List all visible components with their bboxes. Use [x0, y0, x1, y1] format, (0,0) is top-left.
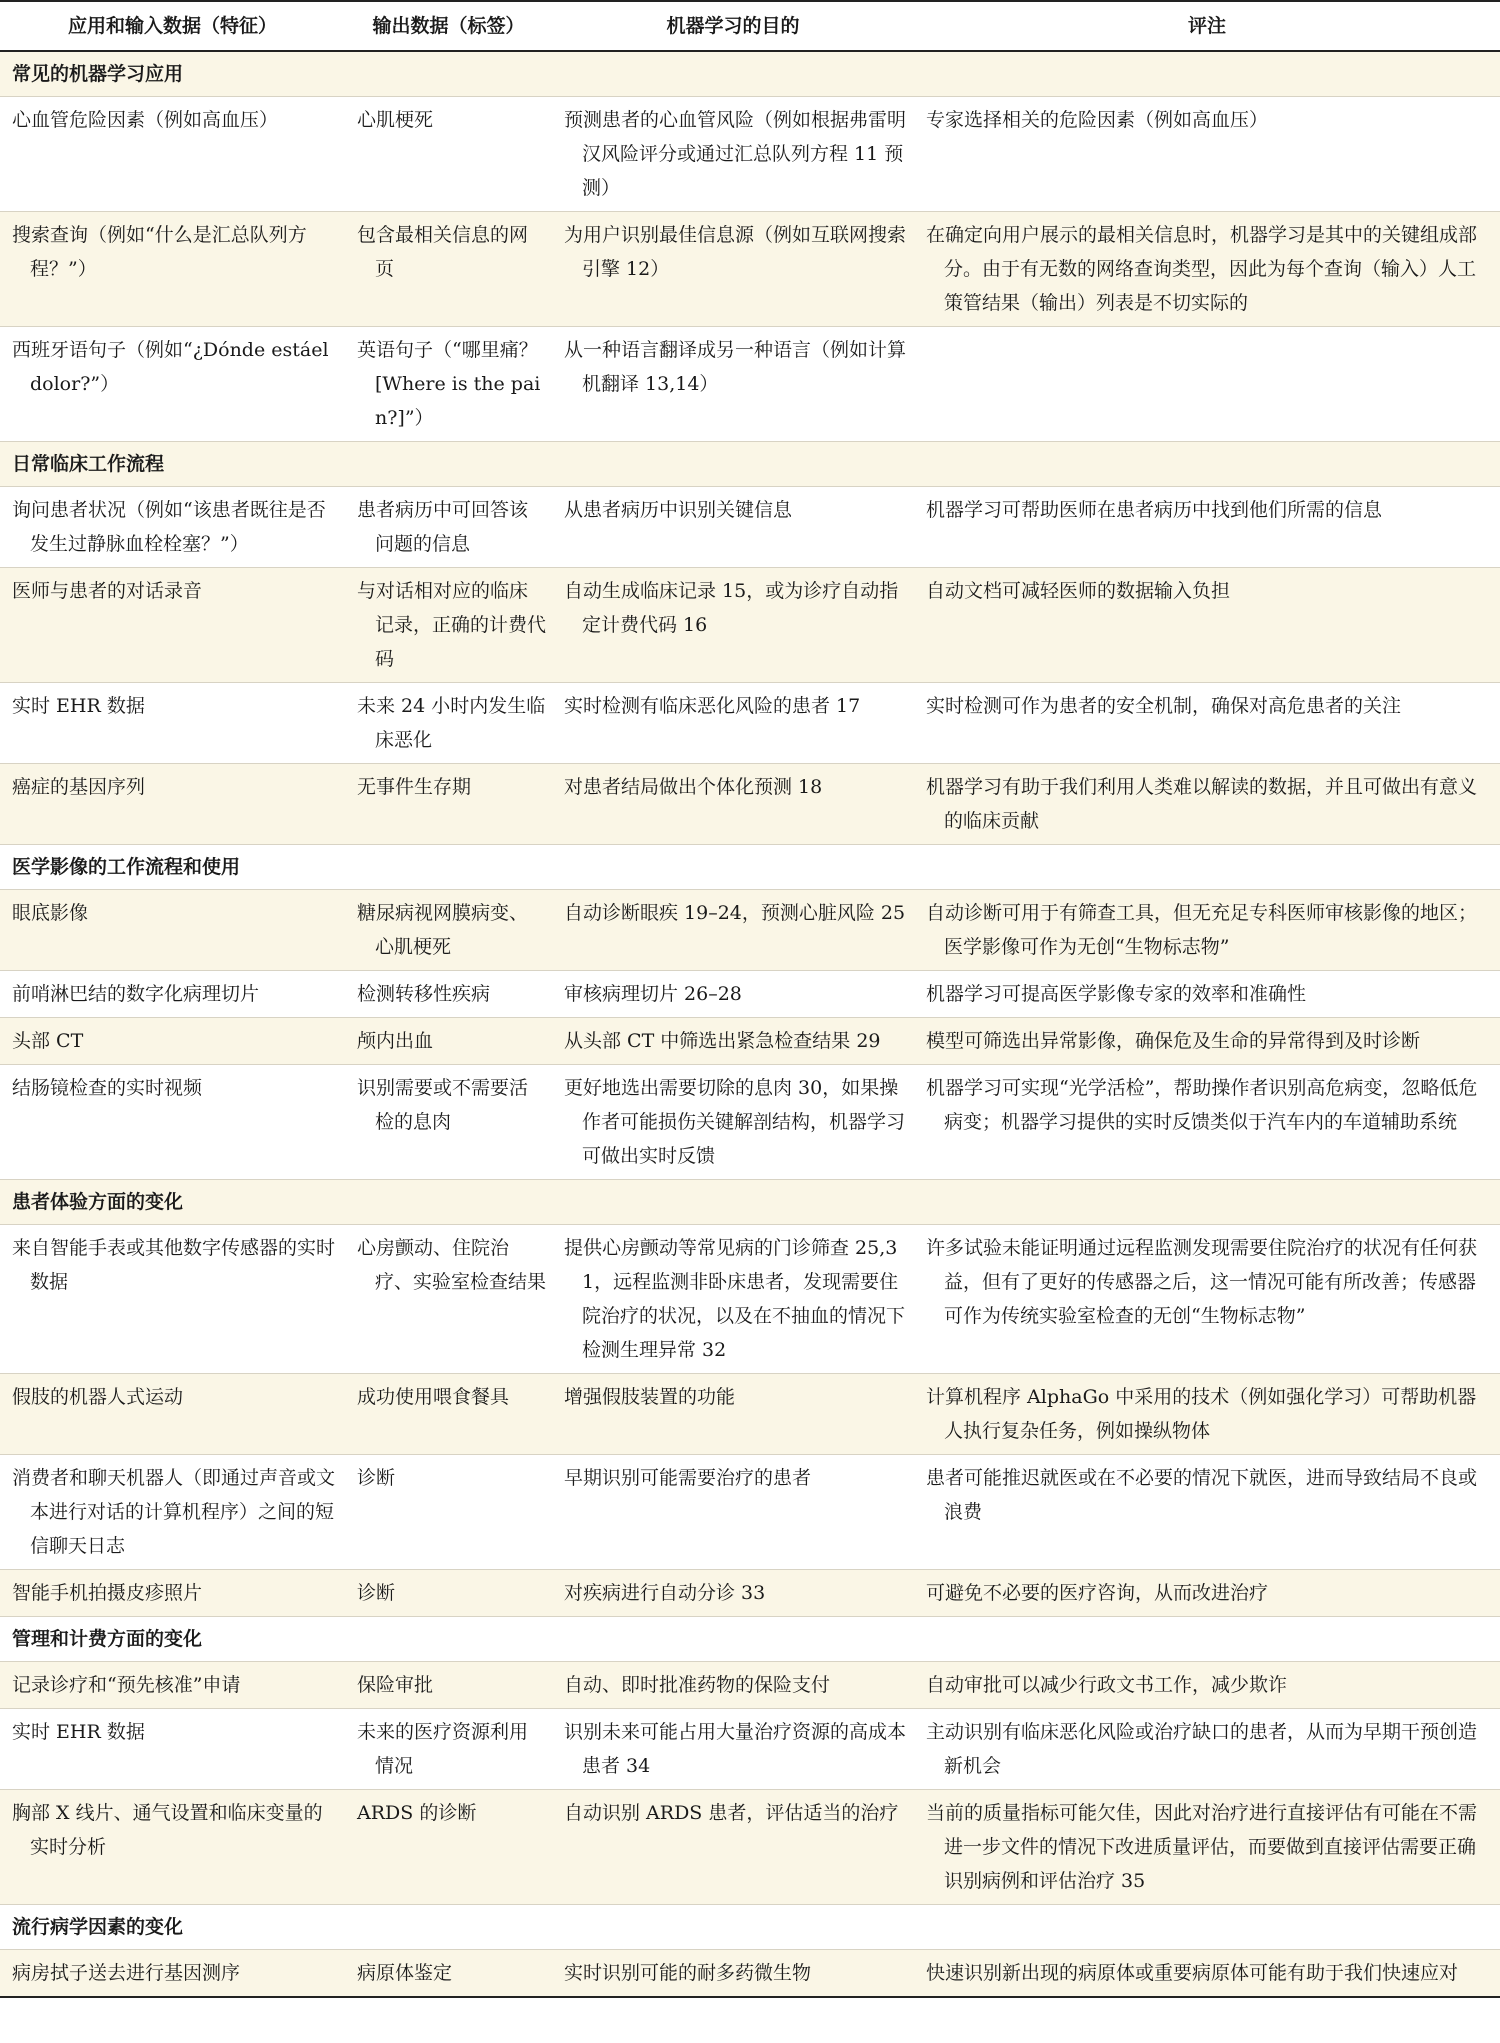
cell-input-text: 心血管危险因素（例如高血压） — [12, 109, 279, 131]
cell-comment — [914, 327, 1500, 442]
table-row — [0, 1018, 1500, 1065]
cell-purpose-text: 预测患者的心血管风险（例如根据弗雷明汉风险评分或通过汇总队列方程 11 预测） — [564, 109, 907, 199]
table-row — [0, 971, 1500, 1018]
cell-output — [345, 327, 552, 442]
cell-output — [345, 764, 552, 845]
cell-input — [0, 971, 345, 1018]
cell-purpose — [552, 1018, 914, 1065]
table-body — [0, 51, 1500, 1997]
cell-purpose — [552, 1790, 914, 1905]
cell-purpose — [552, 97, 914, 212]
cell-purpose-text: 自动识别 ARDS 患者，评估适当的治疗 — [564, 1802, 899, 1824]
cell-comment-text: 许多试验未能证明通过远程监测发现需要住院治疗的状况有任何获益，但有了更好的传感器之后，这一情况可能有所改善；传感器可作为传统实验室检查的无创“生物标志物” — [926, 1237, 1478, 1327]
table-row — [0, 1374, 1500, 1455]
cell-output — [345, 1018, 552, 1065]
cell-purpose-text: 从一种语言翻译成另一种语言（例如计算机翻译 13,14） — [564, 339, 907, 395]
cell-purpose-text: 早期识别可能需要治疗的患者 — [564, 1467, 812, 1489]
cell-purpose-text: 增强假肢装置的功能 — [564, 1386, 736, 1408]
cell-purpose — [552, 1570, 914, 1617]
header-comments: 评注 — [914, 1, 1500, 51]
cell-purpose-text: 从头部 CT 中筛选出紧急检查结果 29 — [564, 1030, 881, 1052]
cell-input-text: 胸部 X 线片、通气设置和临床变量的实时分析 — [12, 1802, 323, 1858]
table-header — [0, 1, 1500, 51]
cell-comment-text: 可避免不必要的医疗咨询，从而改进治疗 — [926, 1582, 1269, 1604]
cell-comment — [914, 1790, 1500, 1905]
cell-comment — [914, 1018, 1500, 1065]
cell-input — [0, 568, 345, 683]
cell-input — [0, 764, 345, 845]
cell-output — [345, 683, 552, 764]
cell-output-text: 颅内出血 — [357, 1030, 434, 1052]
cell-output-text: 患者病历中可回答该问题的信息 — [357, 499, 529, 555]
table-row — [0, 1570, 1500, 1617]
cell-output-text: 心肌梗死 — [357, 109, 434, 131]
cell-output-text: 包含最相关信息的网页 — [357, 224, 529, 280]
cell-comment — [914, 1455, 1500, 1570]
cell-input — [0, 1570, 345, 1617]
table-row — [0, 1065, 1500, 1180]
cell-input — [0, 683, 345, 764]
cell-output-text: 心房颤动、住院治疗、实验室检查结果 — [357, 1237, 547, 1293]
cell-purpose — [552, 764, 914, 845]
cell-comment-text: 在确定向用户展示的最相关信息时，机器学习是其中的关键组成部分。由于有无数的网络查询类型，因此为每个查询（输入）人工策管结果（输出）列表是不切实际的 — [926, 224, 1478, 314]
cell-purpose — [552, 683, 914, 764]
section-row — [0, 845, 1500, 890]
cell-output — [345, 1225, 552, 1374]
cell-comment-text: 自动文档可减轻医师的数据输入负担 — [926, 580, 1231, 602]
cell-input — [0, 212, 345, 327]
cell-comment — [914, 212, 1500, 327]
section-row — [0, 442, 1500, 487]
cell-input-text: 前哨淋巴结的数字化病理切片 — [12, 983, 260, 1005]
table-row — [0, 1662, 1500, 1709]
cell-output — [345, 1455, 552, 1570]
section-row — [0, 1905, 1500, 1950]
cell-input-text: 搜索查询（例如“什么是汇总队列方程？”） — [12, 224, 307, 280]
cell-purpose — [552, 890, 914, 971]
cell-output-text: ARDS 的诊断 — [357, 1802, 477, 1824]
cell-comment — [914, 683, 1500, 764]
cell-purpose-text: 实时检测有临床恶化风险的患者 17 — [564, 695, 861, 717]
cell-comment-text: 实时检测可作为患者的安全机制，确保对高危患者的关注 — [926, 695, 1402, 717]
cell-output — [345, 487, 552, 568]
cell-comment — [914, 568, 1500, 683]
cell-comment — [914, 1950, 1500, 1998]
cell-output — [345, 1662, 552, 1709]
cell-purpose — [552, 1225, 914, 1374]
header-input-features: 应用和输入数据（特征） — [0, 1, 345, 51]
section-title: 流行病学因素的变化 — [0, 1905, 1500, 1950]
header-row — [0, 1, 1500, 51]
cell-input — [0, 1455, 345, 1570]
table-row — [0, 97, 1500, 212]
cell-output-text: 诊断 — [357, 1582, 396, 1604]
section-title: 患者体验方面的变化 — [0, 1180, 1500, 1225]
cell-input — [0, 1790, 345, 1905]
cell-output-text: 成功使用喂食餐具 — [357, 1386, 510, 1408]
cell-input — [0, 1374, 345, 1455]
section-title: 日常临床工作流程 — [0, 442, 1500, 487]
cell-purpose-text: 对患者结局做出个体化预测 18 — [564, 776, 823, 798]
cell-comment-text: 患者可能推迟就医或在不必要的情况下就医，进而导致结局不良或浪费 — [926, 1467, 1478, 1523]
section-title: 医学影像的工作流程和使用 — [0, 845, 1500, 890]
cell-comment-text: 机器学习可帮助医师在患者病历中找到他们所需的信息 — [926, 499, 1383, 521]
cell-comment — [914, 971, 1500, 1018]
section-row — [0, 51, 1500, 97]
cell-input-text: 消费者和聊天机器人（即通过声音或文本进行对话的计算机程序）之间的短信聊天日志 — [12, 1467, 336, 1557]
cell-comment-text: 自动诊断可用于有筛查工具，但无充足专科医师审核影像的地区；医学影像可作为无创“生物标志物” — [926, 902, 1478, 958]
cell-input — [0, 97, 345, 212]
section-title: 管理和计费方面的变化 — [0, 1617, 1500, 1662]
cell-comment-text: 当前的质量指标可能欠佳，因此对治疗进行直接评估有可能在不需进一步文件的情况下改进质量评估，而要做到直接评估需要正确识别病例和评估治疗 35 — [926, 1802, 1478, 1892]
cell-comment — [914, 890, 1500, 971]
cell-output-text: 糖尿病视网膜病变、心肌梗死 — [357, 902, 529, 958]
cell-purpose — [552, 1374, 914, 1455]
cell-purpose-text: 为用户识别最佳信息源（例如互联网搜索引擎 12） — [564, 224, 907, 280]
cell-output-text: 与对话相对应的临床记录，正确的计费代码 — [357, 580, 547, 670]
cell-comment-text: 机器学习可提高医学影像专家的效率和准确性 — [926, 983, 1307, 1005]
table-row — [0, 1790, 1500, 1905]
cell-output — [345, 568, 552, 683]
cell-input — [0, 1709, 345, 1790]
cell-purpose-text: 自动诊断眼疾 19–24，预测心脏风险 25 — [564, 902, 906, 924]
cell-input-text: 眼底影像 — [12, 902, 89, 924]
cell-output — [345, 1709, 552, 1790]
cell-input — [0, 1225, 345, 1374]
cell-output — [345, 1570, 552, 1617]
cell-input-text: 医师与患者的对话录音 — [12, 580, 203, 602]
cell-input — [0, 1662, 345, 1709]
cell-comment — [914, 487, 1500, 568]
table-row — [0, 890, 1500, 971]
cell-purpose — [552, 1662, 914, 1709]
cell-output — [345, 97, 552, 212]
cell-output-text: 识别需要或不需要活检的息肉 — [357, 1077, 529, 1133]
cell-input — [0, 487, 345, 568]
cell-comment-text: 机器学习可实现“光学活检”，帮助操作者识别高危病变，忽略低危病变；机器学习提供的实时反馈类似于汽车内的车道辅助系统 — [926, 1077, 1478, 1133]
table-row — [0, 1455, 1500, 1570]
cell-input-text: 癌症的基因序列 — [12, 776, 146, 798]
cell-input-text: 记录诊疗和“预先核准”申请 — [12, 1674, 241, 1696]
cell-comment — [914, 1662, 1500, 1709]
table-row — [0, 487, 1500, 568]
section-title: 常见的机器学习应用 — [0, 51, 1500, 97]
cell-comment-text: 主动识别有临床恶化风险或治疗缺口的患者，从而为早期干预创造新机会 — [926, 1721, 1478, 1777]
cell-comment — [914, 1709, 1500, 1790]
cell-output-text: 英语句子（“哪里痛？ [Where is the pain?]”） — [357, 339, 541, 429]
cell-purpose-text: 自动、即时批准药物的保险支付 — [564, 1674, 831, 1696]
cell-purpose-text: 审核病理切片 26–28 — [564, 983, 742, 1005]
cell-purpose-text: 自动生成临床记录 15，或为诊疗自动指定计费代码 16 — [564, 580, 899, 636]
table-row — [0, 327, 1500, 442]
cell-output-text: 无事件生存期 — [357, 776, 472, 798]
cell-comment — [914, 1374, 1500, 1455]
cell-input — [0, 327, 345, 442]
cell-input — [0, 1950, 345, 1998]
cell-comment-text: 快速识别新出现的病原体或重要病原体可能有助于我们快速应对 — [926, 1962, 1459, 1984]
cell-purpose — [552, 1455, 914, 1570]
cell-output — [345, 1065, 552, 1180]
cell-output — [345, 890, 552, 971]
cell-comment — [914, 97, 1500, 212]
cell-input-text: 西班牙语句子（例如“¿Dónde estáel dolor?”） — [12, 339, 329, 395]
cell-input-text: 头部 CT — [12, 1030, 84, 1052]
cell-comment — [914, 1065, 1500, 1180]
cell-purpose-text: 对疾病进行自动分诊 33 — [564, 1582, 766, 1604]
table-row — [0, 1225, 1500, 1374]
cell-comment-text: 模型可筛选出异常影像，确保危及生命的异常得到及时诊断 — [926, 1030, 1421, 1052]
cell-comment-text: 计算机程序 AlphaGo 中采用的技术（例如强化学习）可帮助机器人执行复杂任务，例如操纵物体 — [926, 1386, 1477, 1442]
cell-output-text: 诊断 — [357, 1467, 396, 1489]
table-row — [0, 764, 1500, 845]
table-row — [0, 1950, 1500, 1998]
cell-input — [0, 1065, 345, 1180]
cell-input-text: 病房拭子送去进行基因测序 — [12, 1962, 241, 1984]
cell-purpose-text: 更好地选出需要切除的息肉 30，如果操作者可能损伤关键解剖结构，机器学习可做出实时反馈 — [564, 1077, 906, 1167]
cell-purpose — [552, 971, 914, 1018]
cell-output — [345, 971, 552, 1018]
cell-output-text: 未来的医疗资源利用情况 — [357, 1721, 529, 1777]
cell-input — [0, 890, 345, 971]
cell-purpose — [552, 487, 914, 568]
cell-purpose-text: 从患者病历中识别关键信息 — [564, 499, 793, 521]
table-row — [0, 212, 1500, 327]
section-row — [0, 1180, 1500, 1225]
cell-purpose-text: 识别未来可能占用大量治疗资源的高成本患者 34 — [564, 1721, 907, 1777]
cell-purpose-text: 实时识别可能的耐多药微生物 — [564, 1962, 812, 1984]
cell-input-text: 实时 EHR 数据 — [12, 1721, 145, 1743]
cell-comment-text: 机器学习有助于我们利用人类难以解读的数据，并且可做出有意义的临床贡献 — [926, 776, 1478, 832]
cell-purpose — [552, 1709, 914, 1790]
cell-purpose-text: 提供心房颤动等常见病的门诊筛查 25,31，远程监测非卧床患者，发现需要住院治疗的状况，以及在不抽血的情况下检测生理异常 32 — [564, 1237, 906, 1361]
cell-purpose — [552, 212, 914, 327]
cell-input-text: 实时 EHR 数据 — [12, 695, 145, 717]
table-row — [0, 1709, 1500, 1790]
cell-output-text: 病原体鉴定 — [357, 1962, 453, 1984]
cell-purpose — [552, 327, 914, 442]
cell-output-text: 未来 24 小时内发生临床恶化 — [357, 695, 546, 751]
header-ml-purpose: 机器学习的目的 — [552, 1, 914, 51]
cell-input-text: 智能手机拍摄皮疹照片 — [12, 1582, 203, 1604]
cell-comment-text: 专家选择相关的危险因素（例如高血压） — [926, 109, 1269, 131]
cell-input-text: 询问患者状况（例如“该患者既往是否发生过静脉血栓栓塞？”） — [12, 499, 326, 555]
header-output-labels: 输出数据（标签） — [345, 1, 552, 51]
cell-output-text: 保险审批 — [357, 1674, 434, 1696]
cell-output — [345, 212, 552, 327]
table-row — [0, 568, 1500, 683]
cell-output — [345, 1790, 552, 1905]
cell-input-text: 假肢的机器人式运动 — [12, 1386, 184, 1408]
cell-output — [345, 1374, 552, 1455]
cell-output-text: 检测转移性疾病 — [357, 983, 491, 1005]
cell-comment-text: 自动审批可以减少行政文书工作，减少欺诈 — [926, 1674, 1288, 1696]
cell-comment — [914, 764, 1500, 845]
cell-input — [0, 1018, 345, 1065]
cell-input-text: 来自智能手表或其他数字传感器的实时数据 — [12, 1237, 336, 1293]
cell-output — [345, 1950, 552, 1998]
cell-comment — [914, 1570, 1500, 1617]
table-row — [0, 683, 1500, 764]
cell-purpose — [552, 1950, 914, 1998]
section-row — [0, 1617, 1500, 1662]
cell-comment — [914, 1225, 1500, 1374]
cell-purpose — [552, 568, 914, 683]
cell-input-text: 结肠镜检查的实时视频 — [12, 1077, 203, 1099]
cell-purpose — [552, 1065, 914, 1180]
